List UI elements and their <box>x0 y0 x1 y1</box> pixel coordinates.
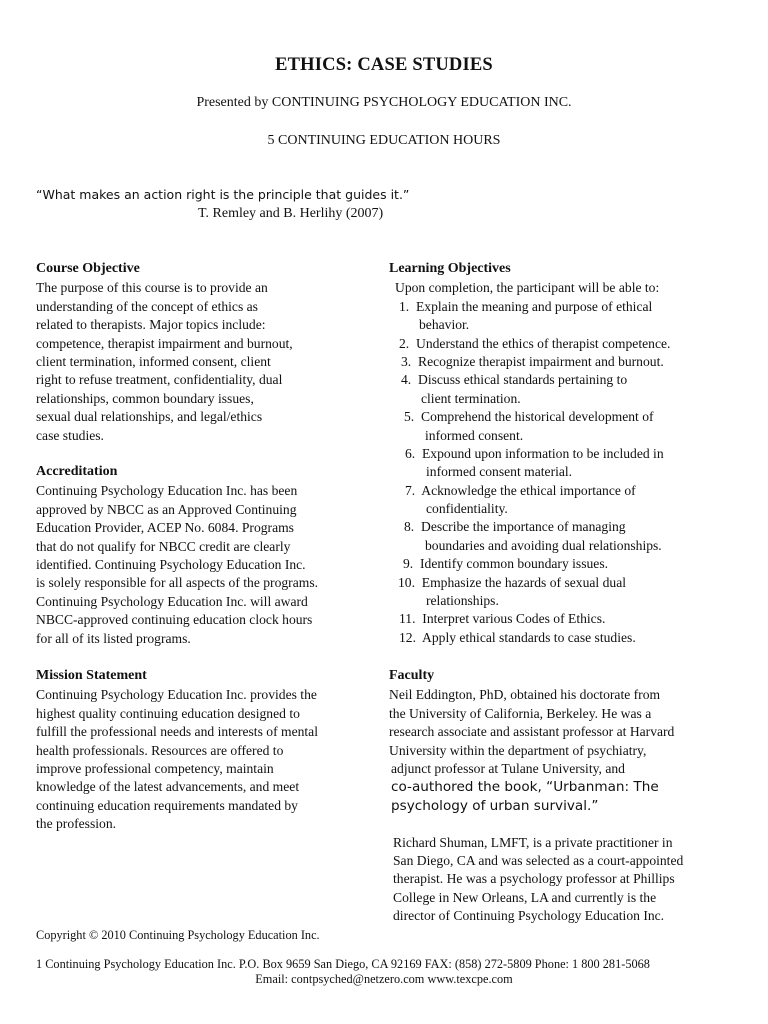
item-text: Emphasize the hazards of sexual dual <box>421 574 627 590</box>
item-text: Comprehend the historical development of <box>421 409 654 425</box>
learning-objectives-list <box>389 298 670 647</box>
ce-hours: 5 CONTINUING EDUCATION HOURS <box>267 133 501 148</box>
accreditation-heading: Accreditation <box>36 464 118 479</box>
text-line: approved by NBCC as an Approved Continuing <box>36 501 297 517</box>
item-text: Acknowledge the ethical importance of <box>421 482 636 498</box>
item-text: confidentiality. <box>426 501 508 517</box>
item-text: behavior. <box>419 317 470 333</box>
list-item <box>389 371 670 408</box>
faculty-bio-shuman <box>389 834 683 926</box>
document-title: ETHICS: CASE STUDIES <box>275 55 493 75</box>
list-item <box>389 610 670 628</box>
text-line: understanding of the concept of ethics as <box>36 298 258 314</box>
list-item <box>389 574 670 611</box>
text-line: College in New Orleans, LA and currently is the <box>393 889 657 905</box>
quote-text: “What makes an action right is the principle that guides it.” <box>36 187 410 202</box>
item-text: Explain the meaning and purpose of ethical <box>416 298 653 314</box>
text-line: director of Continuing Psychology Education Inc. <box>393 908 665 924</box>
item-number: 3. <box>401 353 412 369</box>
mission-heading: Mission Statement <box>36 668 147 683</box>
item-number: 2. <box>399 335 410 351</box>
footer-contact-line: 1 Continuing Psychology Education Inc. P.O. Box 9659 San Diego, CA 92169 FAX: (858) 272-5809 Phone: 1 800 281-5068 <box>36 957 650 971</box>
text-line: Continuing Psychology Education Inc. will award <box>36 593 308 609</box>
faculty-bio-eddington <box>389 686 683 815</box>
faculty-heading: Faculty <box>389 668 435 683</box>
text-line: adjunct professor at Tulane University, and <box>391 760 625 776</box>
item-text: client termination. <box>421 390 521 406</box>
text-line: San Diego, CA and was selected as a court-appointed <box>393 852 684 868</box>
item-number: 4. <box>401 372 412 388</box>
text-line: competence, therapist impairment and burnout, <box>36 335 293 351</box>
text-line: therapist. He was a psychology professor at Phillips <box>393 871 675 887</box>
text-line: knowledge of the latest advancements, and meet <box>36 779 300 795</box>
item-number: 5. <box>404 409 415 425</box>
quote-attribution: T. Remley and B. Herlihy (2007) <box>198 206 384 221</box>
text-line: the University of California, Berkeley. He was a <box>389 705 652 721</box>
item-number: 7. <box>405 482 416 498</box>
text-line: right to refuse treatment, confidentiality, dual <box>36 372 283 388</box>
text-line: that do not qualify for NBCC credit are clearly <box>36 538 291 554</box>
item-text: Recognize therapist impairment and burnout. <box>418 353 664 369</box>
item-text: boundaries and avoiding dual relationships. <box>425 537 662 553</box>
list-item <box>389 445 670 482</box>
text-line: University within the department of psychiatry, <box>389 742 647 758</box>
text-line: sexual dual relationships, and legal/ethics <box>36 409 263 425</box>
text-line: Continuing Psychology Education Inc. provides the <box>36 687 317 703</box>
text-line: the profession. <box>36 816 117 832</box>
mission-body <box>36 686 318 833</box>
text-line: relationships, common boundary issues, <box>36 390 254 406</box>
text-line: improve professional competency, maintain <box>36 760 274 776</box>
item-number: 9. <box>403 556 414 572</box>
text-line: Neil Eddington, PhD, obtained his doctorate from <box>389 687 661 703</box>
list-item <box>389 335 670 353</box>
item-number: 12. <box>399 629 416 645</box>
list-item <box>389 555 670 573</box>
list-item <box>389 518 670 555</box>
text-line: highest quality continuing education designed to <box>36 705 300 721</box>
text-line: health professionals. Resources are offered to <box>36 742 284 758</box>
list-item <box>389 298 670 335</box>
item-text: Expound upon information to be included in <box>422 445 664 461</box>
learning-objectives-intro: Upon completion, the participant will be able to: <box>395 280 660 296</box>
course-objective-heading: Course Objective <box>36 261 140 276</box>
text-line: The purpose of this course is to provide an <box>36 280 268 296</box>
text-line: co-authored the book, “Urbanman: The <box>391 779 659 796</box>
item-text: Describe the importance of managing <box>421 519 626 535</box>
accreditation-section <box>36 464 318 648</box>
item-number: 8. <box>404 519 415 535</box>
item-number: 11. <box>399 611 416 627</box>
footer-email-web: Email: contpsyched@netzero.com www.texcpe.com <box>255 972 513 986</box>
accreditation-body <box>36 482 318 648</box>
list-item <box>389 629 670 647</box>
text-line: case studies. <box>36 427 104 443</box>
course-objective-body <box>36 279 293 445</box>
item-text: Identify common boundary issues. <box>420 556 609 572</box>
item-text: informed consent material. <box>426 464 573 480</box>
item-text: relationships. <box>426 593 499 609</box>
text-line: for all of its listed programs. <box>36 630 191 646</box>
text-line: related to therapists. Major topics include: <box>36 317 266 333</box>
text-line: NBCC-approved continuing education clock hours <box>36 612 313 628</box>
list-item <box>389 353 670 371</box>
learning-objectives-heading: Learning Objectives <box>389 261 511 276</box>
item-number: 6. <box>405 445 416 461</box>
list-item <box>389 482 670 519</box>
text-line: continuing education requirements mandated by <box>36 797 298 813</box>
presented-by: Presented by CONTINUING PSYCHOLOGY EDUCATION INC. <box>196 95 572 110</box>
learning-objectives-section <box>389 261 670 647</box>
item-text: Understand the ethics of therapist competence. <box>416 335 671 351</box>
course-objective-section <box>36 261 293 445</box>
text-line: research associate and assistant professor at Harvard <box>389 724 675 740</box>
mission-section <box>36 668 318 834</box>
text-line: psychology of urban survival.” <box>391 797 599 814</box>
faculty-section <box>389 668 683 925</box>
item-text: Discuss ethical standards pertaining to <box>418 372 628 388</box>
text-line: Richard Shuman, LMFT, is a private practitioner in <box>393 834 673 850</box>
item-number: 1. <box>399 298 410 314</box>
text-line: identified. Continuing Psychology Education Inc. <box>36 556 306 572</box>
text-line: client termination, informed consent, client <box>36 353 271 369</box>
list-item <box>389 408 670 445</box>
text-line: is solely responsible for all aspects of the programs. <box>36 575 319 591</box>
text-line: fulfill the professional needs and interests of mental <box>36 724 318 740</box>
copyright-notice: Copyright © 2010 Continuing Psychology Education Inc. <box>36 928 320 942</box>
item-number: 10. <box>398 574 415 590</box>
item-text: Apply ethical standards to case studies. <box>422 629 636 645</box>
text-line: Education Provider, ACEP No. 6084. Programs <box>36 520 294 536</box>
item-text: Interpret various Codes of Ethics. <box>422 611 606 627</box>
text-line: Continuing Psychology Education Inc. has been <box>36 483 298 499</box>
item-text: informed consent. <box>425 427 524 443</box>
